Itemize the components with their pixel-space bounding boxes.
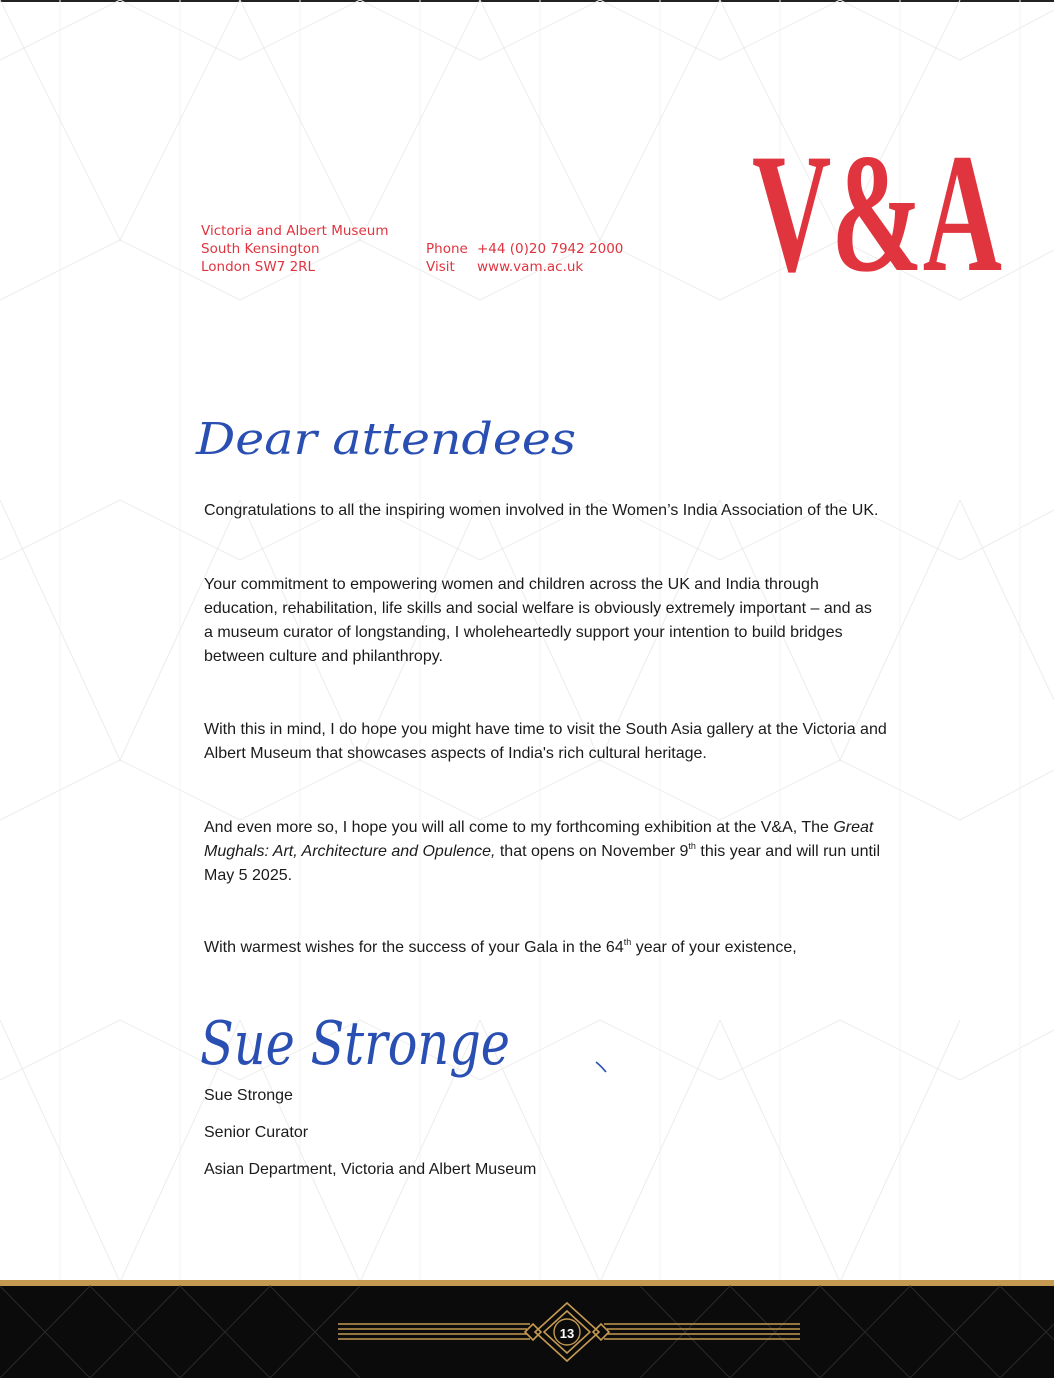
- phone-label: Phone: [426, 241, 468, 257]
- commitment-line-1: Your commitment to empowering women and children across the UK and India through: [204, 576, 819, 593]
- exhibition-title-part-1: Great: [833, 819, 874, 836]
- visit-label: Visit: [426, 259, 455, 275]
- handwritten-greeting: [190, 380, 590, 472]
- museum-contact: [426, 240, 623, 276]
- exhibition-title-part-2: Mughals: Art, Architecture and Opulence,: [204, 843, 496, 860]
- closing-text: With warmest wishes for the success of your Gala in the 64: [204, 939, 624, 956]
- paragraph-commitment: [204, 573, 872, 669]
- address-line-1: Victoria and Albert Museum: [201, 223, 389, 239]
- phone-value: +44 (0)20 7942 2000: [477, 241, 624, 257]
- page-footer: [0, 1280, 1054, 1378]
- phone-row: [426, 240, 623, 258]
- address-line-3: London SW7 2RL: [201, 259, 316, 275]
- va-logo-text: V&A: [752, 122, 1002, 278]
- paragraph-congratulations: Congratulations to all the inspiring women involved in the Women’s India Association of the UK.: [204, 502, 879, 519]
- exhibition-line-2: [204, 840, 880, 864]
- visit-row: [426, 258, 623, 276]
- museum-address: [201, 222, 388, 276]
- gallery-line-2: Albert Museum that showcases aspects of India's rich cultural heritage.: [204, 745, 707, 762]
- signature-text: Sue Stronge: [200, 1009, 510, 1079]
- exhibition-text: And even more so, I hope you will all come to my forthcoming exhibition at the V&A, The: [204, 819, 834, 836]
- website-value: www.vam.ac.uk: [477, 259, 584, 275]
- ordinal-suffix: th: [623, 937, 632, 947]
- commitment-line-4: between culture and philanthropy.: [204, 648, 443, 665]
- exhibition-line-1: [204, 816, 880, 840]
- signatory-title: Senior Curator: [204, 1124, 309, 1141]
- signatory-name: Sue Stronge: [204, 1087, 293, 1104]
- page-number: 13: [559, 1326, 575, 1341]
- closing-text-end: year of your existence,: [631, 939, 797, 956]
- exhibition-date-text: that opens on November 9: [495, 843, 689, 860]
- va-logo: [752, 122, 1008, 278]
- paragraph-exhibition: [204, 816, 880, 888]
- greeting-text: Dear attendees: [194, 414, 577, 465]
- commitment-line-3: a museum curator of longstanding, I wholeheartedly support your intention to build bridges: [204, 624, 843, 641]
- ordinal-suffix: th: [688, 841, 696, 851]
- paragraph-gallery-visit: [204, 718, 887, 766]
- exhibition-run-text: this year and will run until: [695, 843, 881, 860]
- signatory-department: Asian Department, Victoria and Albert Museum: [204, 1161, 537, 1178]
- address-line-2: South Kensington: [201, 241, 320, 257]
- footer-ornament: [0, 1280, 1054, 1378]
- gallery-line-1: With this in mind, I do hope you might have time to visit the South Asia gallery at the Victoria and: [204, 721, 887, 738]
- paragraph-closing: [204, 936, 797, 960]
- signature-flourish: [596, 1062, 606, 1072]
- commitment-line-2: education, rehabilitation, life skills and social welfare is obviously extremely important – and as: [204, 600, 872, 617]
- exhibition-line-3: May 5 2025.: [204, 867, 293, 884]
